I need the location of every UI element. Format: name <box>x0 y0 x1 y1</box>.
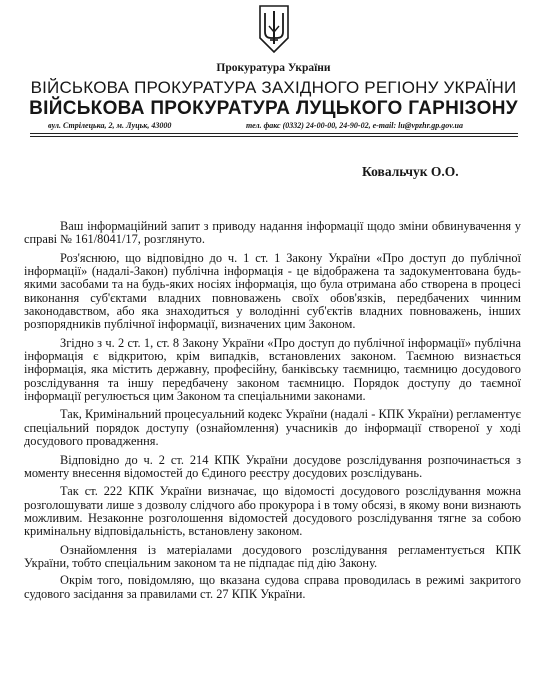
paragraph: Окрім того, повідомляю, що вказана судова справа проводилась в режимі закритого судового засідання за правилами ст. 27 КПК України. <box>24 573 521 601</box>
paragraph: Так, Кримінальний процесуальний кодекс України (надалі - КПК України) регламентує спеціальний порядок доступу (ознайомлення) учасників до інформації створеної у ході досудового провадження. <box>24 407 521 449</box>
paragraph: Ознайомлення із матеріалами досудового розслідування регламентується КПК України, тобто спеціальним законом та не підпадає під дію Закону. <box>24 542 521 570</box>
top-organization-name: Прокуратура України <box>216 62 331 74</box>
paragraph: Так ст. 222 КПК України визначає, що відомості досудового розслідування можна розголошувати лише з дозволу слідчого або прокурора і в тому обсязі, в якому вони визнають можливим. Незаконне розголошення відомостей досудового розслідування тягне за собою кримінальну відповідальність, встановлену законом. <box>24 484 521 539</box>
paragraph: Ваш інформаційний запит з приводу надання інформації щодо зміни обвинувачення у справі № 161/8041/17, розглянуто. <box>24 219 521 247</box>
phone-fax-email: тел. факс (0332) 24-00-00, 24-90-02, e-mail: lu@vpzhr.gp.gov.ua <box>246 121 463 130</box>
header-divider <box>30 133 518 134</box>
recipient-name: Ковальчук О.О. <box>362 164 459 179</box>
header-divider-thin <box>30 136 518 137</box>
garrison-prosecutor-name: ВІЙСЬКОВА ПРОКУРАТУРА ЛУЦЬКОГО ГАРНІЗОНУ <box>29 98 518 119</box>
paragraph: Роз'яснюю, що відповідно до ч. 1 ст. 1 Закону України «Про доступ до публічної інформації» (надалі-Закон) публічна інформація - це відображена та задокументована будь-якими засобами та на будь-яких носіях інформація, що була отримана або створена в процесі виконання суб'єктами владних повноважень своїх обов'язків, передбачених чинним законодавством, або яка знаходиться у володінні суб'єктів владних повноважень, інших розпорядників публічної інформації, визначених цим Законом. <box>24 250 521 332</box>
regional-prosecutor-name: ВІЙСЬКОВА ПРОКУРАТУРА ЗАХІДНОГО РЕГІОНУ УКРАЇНИ <box>30 78 517 97</box>
address: вул. Стрілецька, 2, м. Луцьк, 43000 <box>48 121 172 130</box>
trident-emblem-icon <box>258 4 290 54</box>
letter-body <box>24 220 521 605</box>
paragraph: Згідно з ч. 2 ст. 1, ст. 8 Закону України «Про доступ до публічної інформації» публічна інформація є відкритою, крім випадків, встановлених законом. Таємною визнається інформація, яка містить державну, професійну, банківську таємницю, таємницю досудового розслідування та іншу передбачену законом таємницю. Порядок доступу до таємної інформації регулюється цим Законом та спеціальними законами. <box>24 335 521 404</box>
paragraph: Відповідно до ч. 2 ст. 214 КПК України досудове розслідування розпочинається з моменту внесення відомостей до Єдиного реєстру досудових розслідувань. <box>24 452 521 480</box>
